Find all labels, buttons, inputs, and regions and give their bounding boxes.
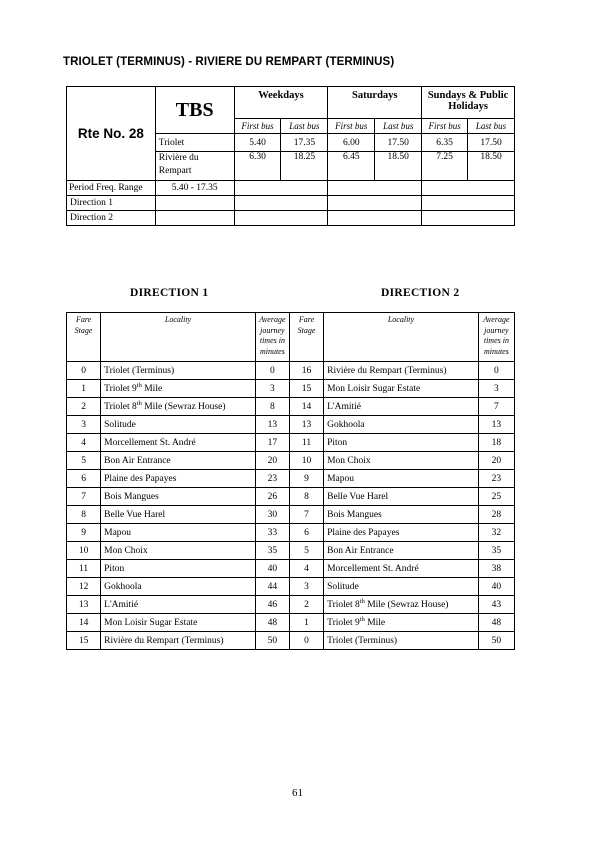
period-value: 5.40 - 17.35: [155, 181, 234, 196]
journey-time-cell: 50: [255, 632, 289, 650]
fare-stage-cell: 1: [289, 614, 323, 632]
table-row: [67, 506, 515, 524]
fare-stage-cell: 8: [289, 488, 323, 506]
avg-time-header: Average journey times in minutes: [255, 313, 289, 362]
journey-time-cell: 13: [255, 416, 289, 434]
fare-stage-cell: 16: [289, 362, 323, 380]
page-number: 61: [292, 787, 303, 799]
locality-cell: Triolet 8th Mile (Sewraz House): [324, 596, 479, 614]
fare-stage-cell: 14: [289, 398, 323, 416]
journey-time-cell: 3: [478, 380, 514, 398]
last-bus-header: Last bus: [468, 119, 515, 134]
journey-time-cell: 23: [478, 470, 514, 488]
journey-time-cell: 35: [478, 542, 514, 560]
journey-time-cell: 30: [255, 506, 289, 524]
journey-time-cell: 46: [255, 596, 289, 614]
fare-stage-cell: 8: [67, 506, 101, 524]
table-row: [67, 488, 515, 506]
journey-time-cell: 43: [478, 596, 514, 614]
table-row: [67, 416, 515, 434]
locality-header: Locality: [324, 313, 479, 362]
locality-cell: Triolet 9th Mile: [101, 380, 256, 398]
fare-stage-cell: 4: [67, 434, 101, 452]
last-bus-header: Last bus: [281, 119, 328, 134]
table-row: [67, 362, 515, 380]
table-row: [67, 632, 515, 650]
fare-stage-cell: 13: [67, 596, 101, 614]
fare-stage-cell: 9: [289, 470, 323, 488]
fare-stage-cell: 5: [67, 452, 101, 470]
last-bus-header: Last bus: [375, 119, 422, 134]
locality-cell: L'Amitié: [324, 398, 479, 416]
table-row: [67, 470, 515, 488]
time-cell: 6.45: [328, 152, 375, 181]
locality-cell: Rivière du Rempart (Terminus): [101, 632, 256, 650]
fare-stage-cell: 2: [67, 398, 101, 416]
locality-cell: Gokhoola: [101, 578, 256, 596]
journey-time-cell: 32: [478, 524, 514, 542]
table-row: [67, 380, 515, 398]
period-label: Period Freq. Range: [67, 181, 156, 196]
fare-stage-cell: 6: [289, 524, 323, 542]
journey-time-cell: 8: [255, 398, 289, 416]
time-cell: 17.50: [468, 134, 515, 152]
direction-1-heading: DIRECTION 1: [130, 287, 209, 299]
table-row: [67, 578, 515, 596]
fare-stage-cell: 2: [289, 596, 323, 614]
locality-cell: Bois Mangues: [101, 488, 256, 506]
fare-stage-cell: 3: [67, 416, 101, 434]
locality-cell: Belle Vue Harel: [101, 506, 256, 524]
time-cell: 18.25: [281, 152, 328, 181]
fare-stage-cell: 11: [67, 560, 101, 578]
locality-cell: Morcellement St. André: [324, 560, 479, 578]
stop-name: Triolet: [155, 134, 234, 152]
first-bus-header: First bus: [234, 119, 281, 134]
fare-stage-cell: 11: [289, 434, 323, 452]
locality-cell: Mapou: [324, 470, 479, 488]
table-row: [67, 434, 515, 452]
timetable: [66, 86, 515, 226]
fare-stage-cell: 3: [289, 578, 323, 596]
fare-stage-cell: 15: [67, 632, 101, 650]
route-number: Rte No. 28: [67, 87, 156, 181]
time-cell: 6.00: [328, 134, 375, 152]
first-bus-header: First bus: [422, 119, 468, 134]
fare-stage-table: [66, 312, 515, 650]
fare-stage-header: Fare Stage: [67, 313, 101, 362]
stop-name: Rivière du Rempart: [155, 152, 234, 181]
journey-time-cell: 17: [255, 434, 289, 452]
locality-cell: Mon Loisir Sugar Estate: [101, 614, 256, 632]
time-cell: 6.35: [422, 134, 468, 152]
journey-time-cell: 44: [255, 578, 289, 596]
time-cell: 6.30: [234, 152, 281, 181]
table-row: [67, 560, 515, 578]
journey-time-cell: 0: [255, 362, 289, 380]
locality-cell: Triolet (Terminus): [324, 632, 479, 650]
locality-cell: Belle Vue Harel: [324, 488, 479, 506]
locality-cell: Plaine des Papayes: [101, 470, 256, 488]
journey-time-cell: 50: [478, 632, 514, 650]
locality-cell: L'Amitié: [101, 596, 256, 614]
locality-cell: Mon Choix: [324, 452, 479, 470]
journey-time-cell: 3: [255, 380, 289, 398]
fare-stage-cell: 7: [289, 506, 323, 524]
weekdays-header: Weekdays: [234, 87, 328, 119]
journey-time-cell: 18: [478, 434, 514, 452]
table-row: [67, 524, 515, 542]
fare-stage-cell: 9: [67, 524, 101, 542]
direction-2-label: Direction 2: [67, 211, 156, 226]
avg-time-header: Average journey times in minutes: [478, 313, 514, 362]
journey-time-cell: 40: [255, 560, 289, 578]
locality-cell: Mapou: [101, 524, 256, 542]
locality-cell: Triolet 9th Mile: [324, 614, 479, 632]
table-row: [67, 542, 515, 560]
operator-name: TBS: [155, 87, 234, 134]
fare-stage-cell: 1: [67, 380, 101, 398]
locality-cell: Solitude: [101, 416, 256, 434]
journey-time-cell: 38: [478, 560, 514, 578]
journey-time-cell: 48: [478, 614, 514, 632]
table-row: [67, 452, 515, 470]
time-cell: 18.50: [375, 152, 422, 181]
table-row: [67, 398, 515, 416]
locality-cell: Piton: [324, 434, 479, 452]
journey-time-cell: 28: [478, 506, 514, 524]
journey-time-cell: 0: [478, 362, 514, 380]
locality-cell: Bois Mangues: [324, 506, 479, 524]
time-cell: 5.40: [234, 134, 281, 152]
fare-stage-cell: 0: [67, 362, 101, 380]
locality-cell: Triolet 8th Mile (Sewraz House): [101, 398, 256, 416]
fare-stage-cell: 15: [289, 380, 323, 398]
journey-time-cell: 20: [255, 452, 289, 470]
time-cell: 7.25: [422, 152, 468, 181]
table-row: [67, 596, 515, 614]
direction-1-label: Direction 1: [67, 196, 156, 211]
journey-time-cell: 33: [255, 524, 289, 542]
fare-stage-cell: 10: [67, 542, 101, 560]
locality-cell: Triolet (Terminus): [101, 362, 256, 380]
journey-time-cell: 26: [255, 488, 289, 506]
time-cell: 17.50: [375, 134, 422, 152]
journey-time-cell: 7: [478, 398, 514, 416]
locality-cell: Bon Air Entrance: [101, 452, 256, 470]
locality-cell: Gokhoola: [324, 416, 479, 434]
journey-time-cell: 23: [255, 470, 289, 488]
direction-2-heading: DIRECTION 2: [381, 287, 460, 299]
fare-stage-cell: 14: [67, 614, 101, 632]
fare-stage-cell: 10: [289, 452, 323, 470]
locality-cell: Piton: [101, 560, 256, 578]
locality-cell: Plaine des Papayes: [324, 524, 479, 542]
journey-time-cell: 40: [478, 578, 514, 596]
locality-cell: Bon Air Entrance: [324, 542, 479, 560]
locality-header: Locality: [101, 313, 256, 362]
table-row: [67, 614, 515, 632]
locality-cell: Rivière du Rempart (Terminus): [324, 362, 479, 380]
saturdays-header: Saturdays: [328, 87, 422, 119]
fare-stage-cell: 4: [289, 560, 323, 578]
first-bus-header: First bus: [328, 119, 375, 134]
journey-time-cell: 35: [255, 542, 289, 560]
journey-time-cell: 25: [478, 488, 514, 506]
fare-stage-cell: 12: [67, 578, 101, 596]
fare-stage-cell: 5: [289, 542, 323, 560]
fare-stage-cell: 13: [289, 416, 323, 434]
fare-stage-cell: 7: [67, 488, 101, 506]
locality-cell: Solitude: [324, 578, 479, 596]
locality-cell: Morcellement St. André: [101, 434, 256, 452]
fare-stage-header: Fare Stage: [289, 313, 323, 362]
journey-time-cell: 20: [478, 452, 514, 470]
journey-time-cell: 48: [255, 614, 289, 632]
locality-cell: Mon Choix: [101, 542, 256, 560]
fare-stage-cell: 0: [289, 632, 323, 650]
journey-time-cell: 13: [478, 416, 514, 434]
time-cell: 18.50: [468, 152, 515, 181]
time-cell: 17.35: [281, 134, 328, 152]
locality-cell: Mon Loisir Sugar Estate: [324, 380, 479, 398]
page-title: TRIOLET (TERMINUS) - RIVIERE DU REMPART (TERMINUS): [63, 56, 395, 68]
fare-stage-cell: 6: [67, 470, 101, 488]
sundays-header: Sundays & Public Holidays: [422, 87, 515, 119]
